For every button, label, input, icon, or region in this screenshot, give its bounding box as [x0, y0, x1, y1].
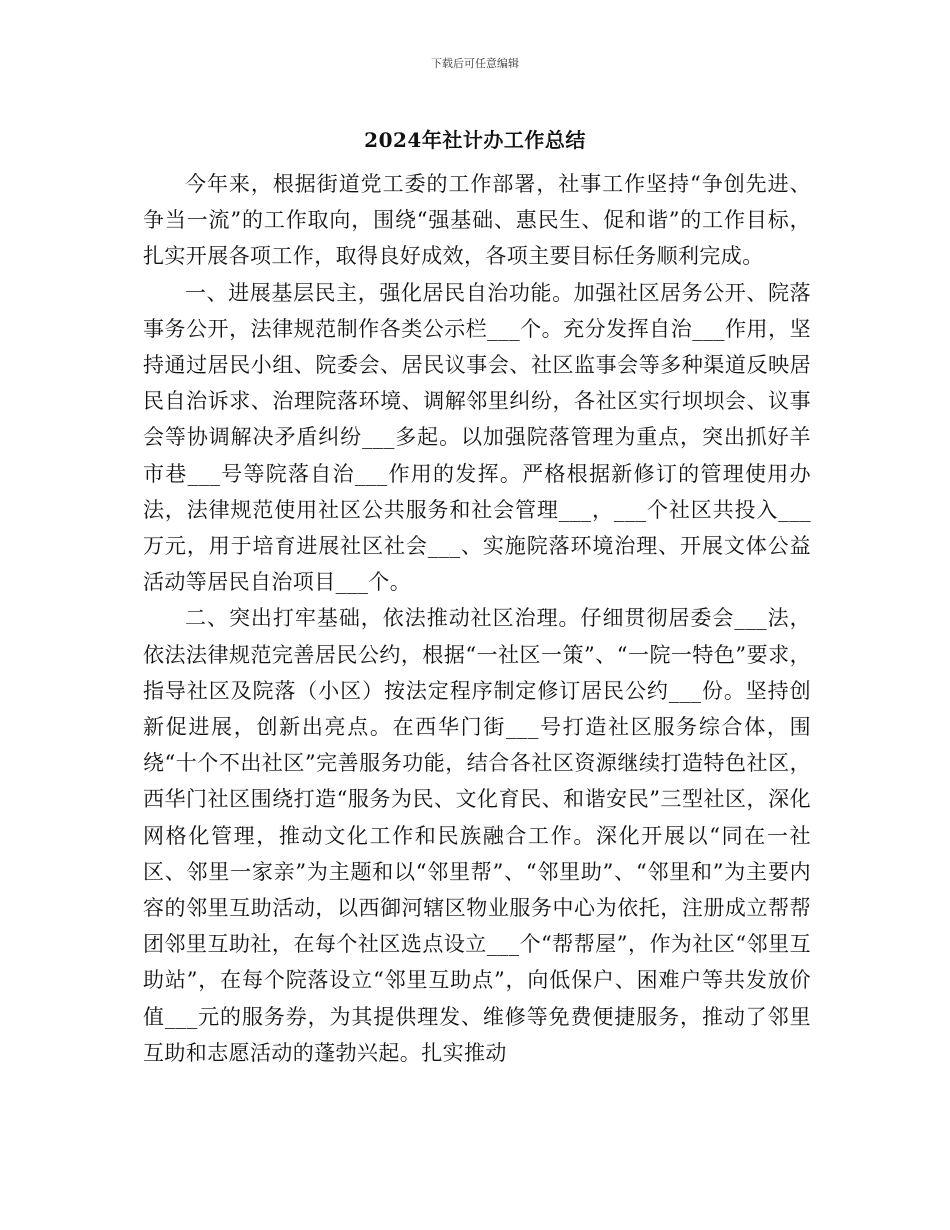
- header-note: 下载后可任意编辑: [431, 57, 519, 70]
- paragraph-section-2: 二、突出打牢基础，依法推动社区治理。仔细贯彻居委会___法，依法法律规范完善居民公约，根据“一社区一策”、“一院一特色”要求，指导社区及院落（小区）按法定程序制定修订居民公约___份。坚持创新促进展，创新出亮点。在西华门街___号打造社区服务综合体，围绕“十个不出社区”完善服务功能，结合各社区资源继续打造特色社区，西华门社区围绕打造“服务为民、文化育民、和谐安民”三型社区，深化网格化管理，推动文化工作和民族融合工作。深化开展以“同在一社区、邻里一家亲”为主题和以“邻里帮”、“邻里助”、“邻里和”为主要内容的邻里互助活动，以西御河辖区物业服务中心为依托，注册成立帮帮团邻里互助社，在每个社区选点设立___个“帮帮屋”，作为社区“邻里互助站”，在每个院落设立“邻里互助点”，向低保户、困难户等共发放价值___元的服务券，为其提供理发、维修等免费便捷服务，推动了邻里互助和志愿活动的蓬勃兴起。扎实推动: [143, 606, 811, 1065]
- document-body: [143, 166, 811, 1071]
- document-title: 2024年社计办工作总结: [364, 128, 586, 152]
- paragraph-intro: 今年来，根据街道党工委的工作部署，社事工作坚持“争创先进、争当一流”的工作取向，围绕“强基础、惠民生、促和谐”的工作目标，扎实开展各项工作，取得良好成效，各项主要目标任务顺利完成。: [143, 172, 811, 269]
- paragraph-section-1: 一、进展基层民主，强化居民自治功能。加强社区居务公开、院落事务公开，法律规范制作各类公示栏___个。充分发挥自治___作用，坚持通过居民小组、院委会、居民议事会、社区监事会等多种渠道反映居民自治诉求、治理院落环境、调解邻里纠纷，各社区实行坝坝会、议事会等协调解决矛盾纠纷___多起。以加强院落管理为重点，突出抓好羊市巷___号等院落自治___作用的发挥。严格根据新修订的管理使用办法，法律规范使用社区公共服务和社会管理___，___个社区共投入___万元，用于培育进展社区社会___、实施院落环境治理、开展文体公益活动等居民自治项目___个。: [143, 280, 811, 595]
